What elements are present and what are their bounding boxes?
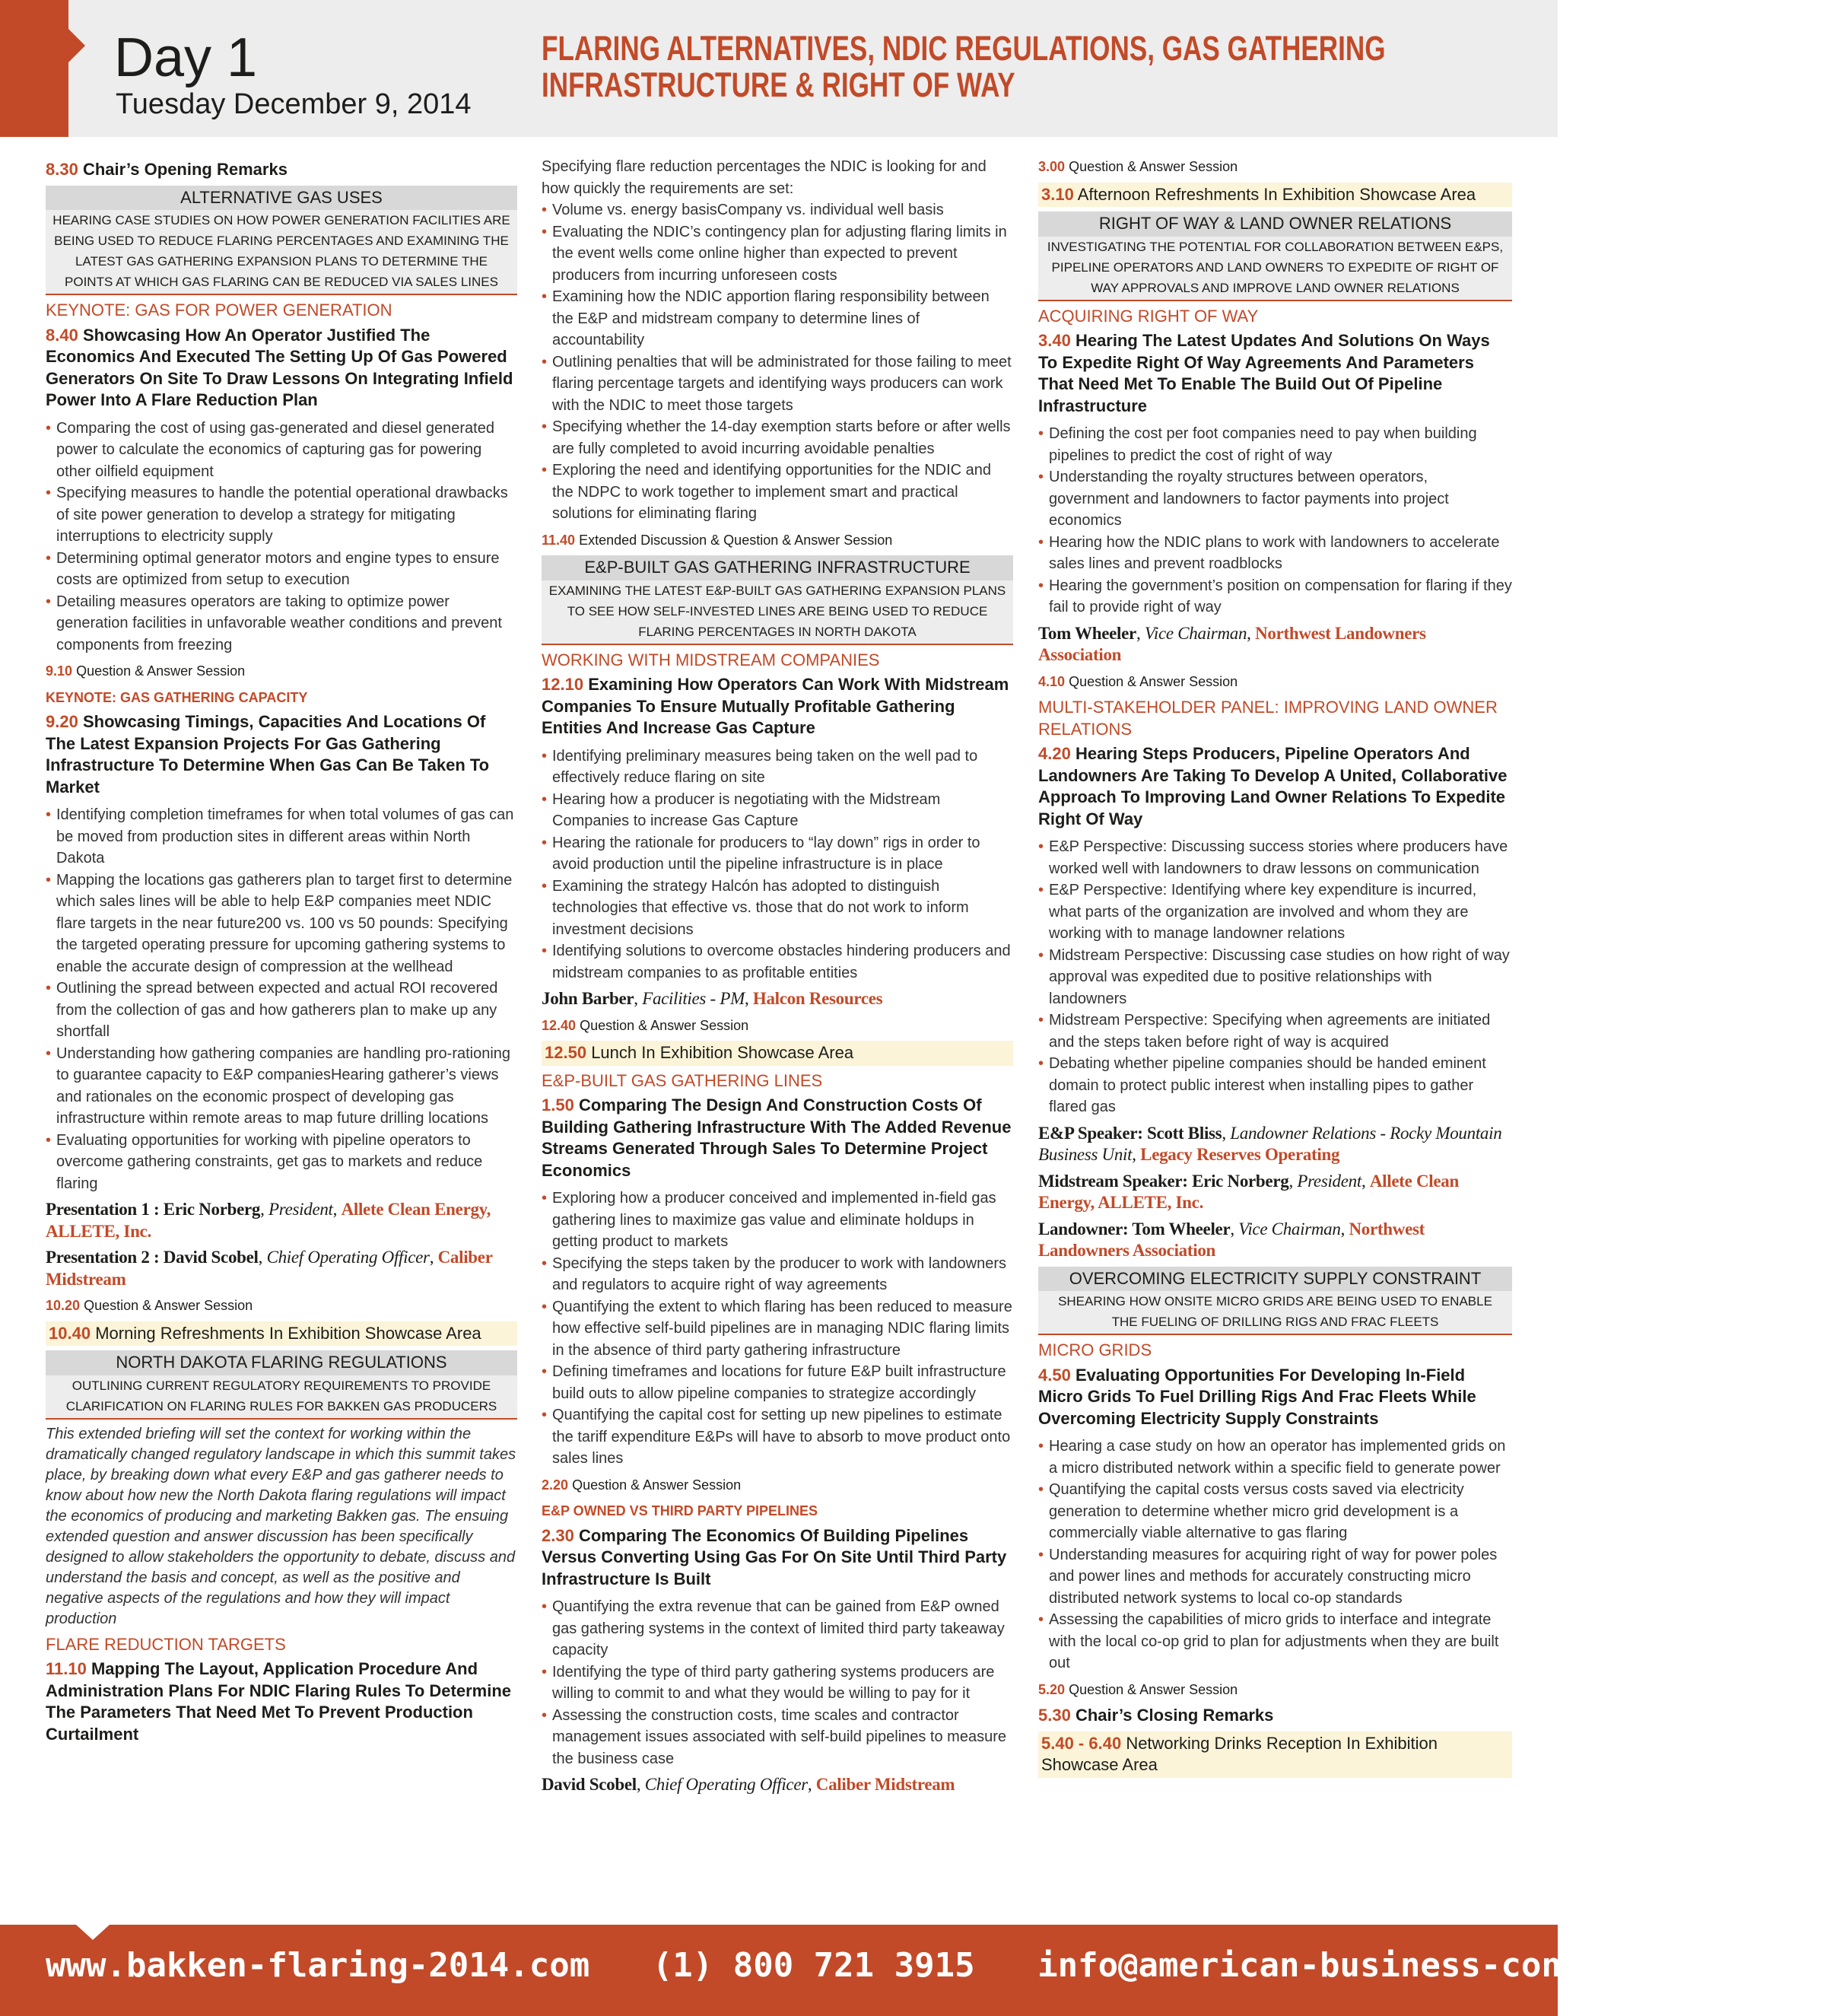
session-420: 4.20 Hearing Steps Producers, Pipeline Operators And Landowners Are Taking To Develop A United, Collaborative Approach To Improving Land Owner Relations To Expedite Right Of Way (1038, 744, 1508, 828)
lead-text: Specifying flare reduction percentages the NDIC is looking for and how quickly the requirements are set: (542, 158, 987, 197)
bullet-list (1038, 423, 1512, 618)
theme-block-head: E&P-BUILT GAS GATHERING INFRASTRUCTURE (542, 555, 1013, 580)
speaker-credit: Presentation 1 : Eric Norberg, President, Allete Clean Energy, ALLETE, Inc. (46, 1200, 491, 1241)
day-tab (0, 0, 68, 137)
qa-session: 4.10 Question & Answer Session (1038, 673, 1238, 689)
bullet-item: • Evaluating the NDIC’s contingency plan for adjusting flaring limits in the event wells come online higher than expected to prevent producers from incurring unforeseen costs (542, 221, 1013, 287)
bullet-item: • E&P Perspective: Discussing success stories where producers have worked well with landowners to draw lessons on communication (1038, 836, 1512, 879)
bullet-item: • Specifying whether the 14-day exemption starts before or after wells are fully completed to avoid incurring avoidable penalties (542, 416, 1013, 459)
bullet-item: • Hearing a case study on how an operator has implemented grids on a micro distributed network within a specific field to generate power (1038, 1436, 1512, 1479)
qa-session: 12.40 Question & Answer Session (542, 1017, 749, 1033)
bullet-item: • Assessing the capabilities of micro grids to interface and integrate with the local co-op grid to plan for adjustments when they are built out (1038, 1609, 1512, 1674)
theme-block-head: OVERCOMING ELECTRICITY SUPPLY CONSTRAINT (1038, 1267, 1512, 1292)
session-340: 3.40 Hearing The Latest Updates And Solutions On Ways To Expedite Right Of Way Agreements And Parameters That Need Met To Enable The Build Out Of Pipeline Infrastructure (1038, 331, 1490, 415)
lunch-break: 12.50 Lunch In Exhibition Showcase Area (542, 1041, 1013, 1066)
day-tab-notch (68, 29, 85, 62)
qa-session: 10.20 Question & Answer Session (46, 1298, 253, 1313)
theme-block-nd-regulations (46, 1350, 517, 1420)
bullet-item: • Specifying the steps taken by the producer to work with landowners and regulators to acquire right of way agreements (542, 1253, 1013, 1296)
bullet-item: • Hearing the government’s position on compensation for flaring if they fail to provide right of way (1038, 575, 1512, 618)
qa-session: 3.00 Question & Answer Session (1038, 159, 1238, 174)
session-920: 9.20 Showcasing Timings, Capacities And Locations Of The Latest Expansion Projects For Gas Gathering Infrastructure To Determine When Gas Can Be Taken To Market (46, 712, 490, 797)
section-heading: KEYNOTE: GAS FOR POWER GENERATION (46, 300, 392, 320)
qa-session: 9.10 Question & Answer Session (46, 663, 246, 679)
bullet-list (1038, 836, 1512, 1118)
footer-notch (76, 1925, 110, 1940)
bullet-list (46, 804, 517, 1194)
bullet-item: • Quantifying the capital cost for setting up new pipelines to estimate the tariff expenditure E&Ps will have to absorb to move product onto sales lines (542, 1404, 1013, 1470)
session-840: 8.40 Showcasing How An Operator Justified The Economics And Executed The Setting Up Of Gas Powered Generators On Site To Draw Lessons On Integrating Infield Power Into A Flare Reduction Plan (46, 325, 513, 409)
bullet-item: • Identifying preliminary measures being taken on the well pad to effectively reduce flaring on site (542, 746, 1013, 789)
session-1110: 11.10 Mapping The Layout, Application Procedure And Administration Plans For NDIC Flaring Rules To Determine The Parameters That Need Met To Prevent Production Curtailment (46, 1659, 512, 1744)
bullet-item: • Quantifying the capital costs versus costs saved via electricity generation to determine whether micro grid development is a commercially viable alternative to gas flaring (1038, 1479, 1512, 1544)
bullet-item: • Identifying solutions to overcome obstacles hindering producers and midstream companies to as profitable entities (542, 940, 1013, 984)
bullet-item: • Assessing the construction costs, time scales and contractor management issues associated with self-build pipelines to measure the business case (542, 1705, 1013, 1770)
bullet-item: • Examining how the NDIC apportion flaring responsibility between the E&P and midstream company to determine lines of accountability (542, 286, 1013, 351)
session-1210: 12.10 Examining How Operators Can Work With Midstream Companies To Ensure Mutually Profitable Gathering Entities And Increase Gas Capture (542, 675, 1009, 737)
section-heading: E&P-BUILT GAS GATHERING LINES (542, 1070, 823, 1090)
agenda-title-line1: FLARING ALTERNATIVES, NDIC REGULATIONS, GAS GATHERING (542, 29, 1386, 68)
bullet-list (542, 746, 1013, 984)
speaker-credit: John Barber, Facilities - PM, Halcon Resources (542, 989, 883, 1008)
bullet-item: • Hearing how a producer is negotiating with the Midstream Companies to increase Gas Capture (542, 789, 1013, 832)
bullet-item: • E&P Perspective: Identifying where key expenditure is incurred, what parts of the organization are involved and whom they are working with to manage landowner relations (1038, 879, 1512, 945)
bullet-item: • Identifying completion timeframes for when total volumes of gas can be moved from production sites in different areas within North Dakota (46, 804, 517, 870)
day-date: Tuesday December 9, 2014 (116, 88, 472, 120)
bullet-item: • Understanding measures for acquiring right of way for power poles and power lines and methods for accurately constructing micro distributed network systems to local co-op standards (1038, 1544, 1512, 1610)
speaker-credit: Presentation 2 : David Scobel, Chief Operating Officer, Caliber Midstream (46, 1248, 493, 1289)
bullet-item: • Hearing the rationale for producers to “lay down” rigs in order to avoid production until the pipeline infrastructure is in place (542, 832, 1013, 876)
session-830: 8.30 Chair’s Opening Remarks (46, 160, 288, 179)
theme-block-body: OUTLINING CURRENT REGULATORY REQUIREMENTS TO PROVIDE CLARIFICATION ON FLARING RULES FOR BAKKEN GAS PRODUCERS (46, 1375, 517, 1420)
speaker-credit: David Scobel, Chief Operating Officer, Caliber Midstream (542, 1775, 955, 1794)
bullet-item: • Debating whether pipeline companies should be handed eminent domain to protect public interest when installing pipes to gather flared gas (1038, 1053, 1512, 1118)
qa-session: 5.20 Question & Answer Session (1038, 1681, 1238, 1697)
speaker-credit: Tom Wheeler, Vice Chairman, Northwest Landowners Association (1038, 623, 1426, 664)
agenda-column-2 (542, 156, 1013, 1801)
session-230: 2.30 Comparing The Economics Of Building Pipelines Versus Converting Using Gas For On Site Until Third Party Infrastructure Is Built (542, 1525, 1007, 1588)
refreshment-break: 10.40 Morning Refreshments In Exhibition Showcase Area (46, 1321, 517, 1347)
bullet-item: • Outlining the spread between expected and actual ROI recovered from the collection of gas and how gatherers plan to make up any shortfall (46, 978, 517, 1043)
theme-block-head: ALTERNATIVE GAS USES (46, 186, 517, 211)
bullet-item: • Midstream Perspective: Discussing case studies on how right of way approval was expedited due to positive relationships with landowners (1038, 945, 1512, 1010)
agenda-column-1 (46, 156, 517, 1751)
phone-number[interactable]: (1) 800 721 3915 (652, 1946, 975, 1985)
section-heading: MULTI-STAKEHOLDER PANEL: IMPROVING LAND OWNER RELATIONS (1038, 698, 1498, 739)
bullet-item: • Determining optimal generator motors and engine types to ensure costs are optimized from setup to execution (46, 548, 517, 591)
section-heading: MICRO GRIDS (1038, 1340, 1152, 1359)
theme-block-alternative-gas (46, 186, 517, 296)
agenda-column-3 (1038, 156, 1512, 1782)
bullet-item: • Specifying measures to handle the potential operational drawbacks of site power generation to develop a strategy for mitigating interruptions to electricity supply (46, 482, 517, 548)
bullet-item: • Defining the cost per foot companies need to pay when building pipelines to predict the cost of right of way (1038, 423, 1512, 466)
bullet-list (1038, 1436, 1512, 1674)
bullet-item: • Mapping the locations gas gatherers plan to target first to determine which sales lines will be able to help E&P companies meet NDIC flare targets in the near future200 vs. 100 vs 50 pounds: Specifying the targeted operating pressure for upcoming gathering systems to enable the accurate design of compression at the wellhead (46, 870, 517, 978)
qa-session: 11.40 Extended Discussion & Question & Answer Session (542, 532, 893, 548)
bullet-item: • Hearing how the NDIC plans to work with landowners to accelerate sales lines and prevent roadblocks (1038, 532, 1512, 575)
bullet-item: • Quantifying the extra revenue that can be gained from E&P owned gas gathering systems in the context of limited third party takeaway capacity (542, 1596, 1013, 1661)
theme-block-electricity (1038, 1267, 1512, 1336)
bullet-item: • Exploring the need and identifying opportunities for the NDIC and the NDPC to work together to implement smart and practical solutions for eliminating flaring (542, 459, 1013, 525)
section-heading: ACQUIRING RIGHT OF WAY (1038, 306, 1259, 326)
briefing-text: This extended briefing will set the context for working within the dramatically changed regulatory landscape in which this summit takes place, by breaking down what every E&P and gas gatherer needs to know about how new the North Dakota flaring regulations will impact the economics of producing and marketing Bakken gas. The ensuing extended question and answer discussion has been specifically designed to allow stakeholders the opportunity to debate, discuss and understand the basis and concept, as well as the positive and negative aspects of the regulations and how they will impact production (46, 1425, 516, 1627)
networking-reception: 5.40 - 6.40 Networking Drinks Reception In Exhibition Showcase Area (1038, 1731, 1512, 1778)
agenda-title (542, 29, 1386, 104)
section-heading: E&P OWNED VS THIRD PARTY PIPELINES (542, 1503, 818, 1518)
section-heading: WORKING WITH MIDSTREAM COMPANIES (542, 650, 880, 669)
bullet-item: • Volume vs. energy basisCompany vs. individual well basis (542, 199, 1013, 221)
theme-block-body: INVESTIGATING THE POTENTIAL FOR COLLABORATION BETWEEN E&PS, PIPELINE OPERATORS AND LAND OWNERS TO EXPEDITE OF RIGHT OF WAY APPROVALS AND IMPROVE LAND OWNER RELATIONS (1038, 237, 1512, 301)
bullet-item: • Midstream Perspective: Specifying when agreements are initiated and the steps taken before right of way is acquired (1038, 1010, 1512, 1053)
day-title: Day 1 (114, 27, 258, 88)
bullet-list (542, 1188, 1013, 1470)
bullet-item: • Comparing the cost of using gas-generated and diesel generated power to calculate the economics of capturing gas for powering other oilfield equipment (46, 418, 517, 483)
theme-block-ep-built (542, 555, 1013, 645)
bullet-list (542, 1596, 1013, 1770)
session-530: 5.30 Chair’s Closing Remarks (1038, 1706, 1274, 1725)
session-450: 4.50 Evaluating Opportunities For Developing In-Field Micro Grids To Fuel Drilling Rigs And Frac Fleets While Overcoming Electricity Supply Constraints (1038, 1365, 1476, 1428)
bullet-list (542, 199, 1013, 525)
bullet-item: • Evaluating opportunities for working with pipeline operators to overcome gathering constraints, get gas to markets and reduce flaring (46, 1130, 517, 1195)
email-link[interactable]: info@american-business-conferences.com (1037, 1946, 1803, 1985)
bullet-item: • Outlining penalties that will be administrated for those failing to meet flaring percentage targets and identifying ways producers can work with the NDIC to meet those targets (542, 351, 1013, 417)
bullet-item: • Defining timeframes and locations for future E&P built infrastructure build outs to allow pipeline companies to strategize accordingly (542, 1361, 1013, 1404)
bullet-item: • Examining the strategy Halcón has adopted to distinguish technologies that effective vs. those that do not work to inform investment decisions (542, 876, 1013, 941)
speaker-credit: Midstream Speaker: Eric Norberg, President, Allete Clean Energy, ALLETE, Inc. (1038, 1171, 1459, 1212)
bullet-item: • Identifying the type of third party gathering systems producers are willing to commit to and what they would be willing to pay for it (542, 1661, 1013, 1705)
footer-contact (46, 1946, 1803, 1985)
theme-block-right-of-way (1038, 211, 1512, 301)
session-150: 1.50 Comparing The Design And Construction Costs Of Building Gathering Infrastructure With The Added Revenue Streams Generated Through Sales To Determine Project Economics (542, 1095, 1012, 1180)
qa-session: 2.20 Question & Answer Session (542, 1477, 742, 1493)
bullet-item: • Exploring how a producer conceived and implemented in-field gas gathering lines to maximize gas value and eliminate holdups in getting product to markets (542, 1188, 1013, 1253)
agenda-title-line2: INFRASTRUCTURE & RIGHT OF WAY (542, 65, 1015, 104)
bullet-item: • Understanding the royalty structures between operators, government and landowners to factor payments into project economics (1038, 466, 1512, 532)
refreshment-break: 3.10 Afternoon Refreshments In Exhibition Showcase Area (1038, 183, 1512, 208)
theme-block-body: HEARING CASE STUDIES ON HOW POWER GENERATION FACILITIES ARE BEING USED TO REDUCE FLARING PERCENTAGES AND EXAMINING THE LATEST GAS GATHERING EXPANSION PLANS TO DETERMINE THE POINTS AT WHICH GAS FLARING CAN BE REDUCED VIA SALES LINES (46, 210, 517, 295)
speaker-credit: E&P Speaker: Scott Bliss, Landowner Relations - Rocky Mountain Business Unit, Legacy Reserves Operating (1038, 1123, 1502, 1164)
section-heading: KEYNOTE: GAS GATHERING CAPACITY (46, 689, 308, 705)
theme-block-body: EXAMINING THE LATEST E&P-BUILT GAS GATHERING EXPANSION PLANS TO SEE HOW SELF-INVESTED LINES ARE BEING USED TO REDUCE FLARING PERCENTAGES IN NORTH DAKOTA (542, 580, 1013, 645)
theme-block-head: NORTH DAKOTA FLARING REGULATIONS (46, 1350, 517, 1375)
website-link[interactable]: www.bakken-flaring-2014.com (46, 1946, 590, 1985)
theme-block-head: RIGHT OF WAY & LAND OWNER RELATIONS (1038, 211, 1512, 237)
theme-block-body: SHEARING HOW ONSITE MICRO GRIDS ARE BEING USED TO ENABLE THE FUELING OF DRILLING RIGS AND FRAC FLEETS (1038, 1291, 1512, 1335)
bullet-item: • Quantifying the extent to which flaring has been reduced to measure how effective self-build pipelines are in managing NDIC flaring limits in the absence of third party gathering infrastructure (542, 1296, 1013, 1362)
bullet-item: • Detailing measures operators are taking to optimize power generation facilities in unfavorable weather conditions and prevent components from freezing (46, 591, 517, 657)
speaker-credit: Landowner: Tom Wheeler, Vice Chairman, Northwest Landowners Association (1038, 1219, 1425, 1260)
bullet-list (46, 418, 517, 657)
bullet-item: • Understanding how gathering companies are handling pro-rationing to guarantee capacity to E&P companiesHearing gatherer’s views and rationales on the economic prospect of developing gas infrastructure within remote areas to map future drilling locations (46, 1043, 517, 1130)
section-heading: FLARE REDUCTION TARGETS (46, 1634, 286, 1654)
